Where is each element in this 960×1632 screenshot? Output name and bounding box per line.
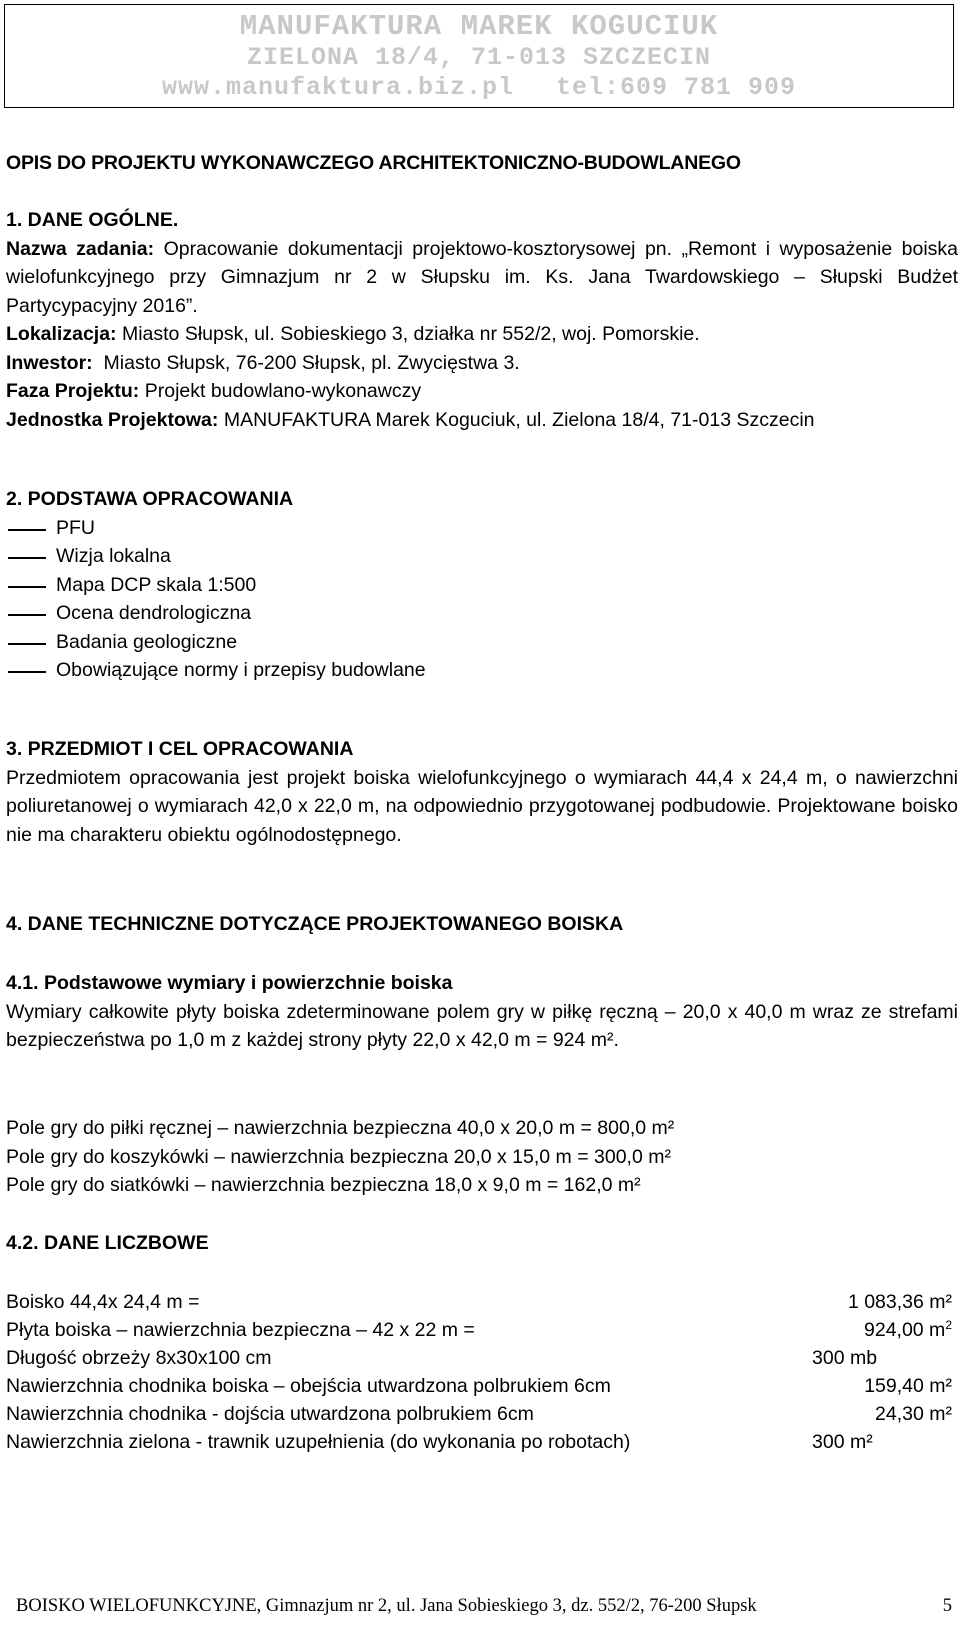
field-handball: Pole gry do piłki ręcznej – nawierzchnia bezpieczna 40,0 x 20,0 m = 800,0 m² <box>6 1117 675 1139</box>
row-label: Nawierzchnia chodnika - dojścia utwardzona polbrukiem 6cm <box>6 1403 534 1425</box>
list-item: Obowiązujące normy i przepisy budowlane <box>6 656 958 685</box>
table-row <box>6 1344 958 1373</box>
company-address: ZIELONA 18/4, 71-013 SZCZECIN <box>246 43 712 72</box>
row-label: Płyta boiska – nawierzchnia bezpieczna – 42 x 22 m = <box>6 1319 475 1341</box>
project-phase-value: Projekt budowlano-wykonawczy <box>144 380 422 402</box>
task-name-label: Nazwa zadania: <box>6 237 155 260</box>
section-4-1-heading: 4.1. Podstawowe wymiary i powierzchnie boiska <box>6 972 453 994</box>
section-2 <box>6 485 958 685</box>
field-volleyball: Pole gry do siatkówki – nawierzchnia bezpieczna 18,0 x 9,0 m = 162,0 m² <box>6 1174 641 1196</box>
design-unit <box>6 406 958 435</box>
table-row <box>6 1316 958 1345</box>
table-row <box>6 1428 958 1457</box>
row-value: 1 083,36 m² <box>847 1291 952 1313</box>
investor-value: Miasto Słupsk, 76-200 Słupsk, pl. Zwycięstwa 3. <box>103 351 520 374</box>
section-3-text: Przedmiotem opracowania jest projekt boiska wielofunkcyjnego o wymiarach 44,4 x 24,4 m, o nawierzchni poliuretanowej o wymiarach 42,0 x 22,0 m, na odpowiednio przygotowanej podbudowie. Projektowane boisko nie ma charakteru obiektu ogólnodostępnego. <box>6 766 958 846</box>
company-name: MANUFAKTURA MAREK KOGUCIUK <box>239 10 719 43</box>
row-value: 24,30 m² <box>875 1403 952 1425</box>
table-row <box>6 1400 958 1429</box>
list-item: Mapa DCP skala 1:500 <box>6 571 958 600</box>
project-phase <box>6 377 958 406</box>
task-name <box>6 235 958 321</box>
section-1 <box>6 206 958 434</box>
row-value: 300 mb <box>812 1347 878 1369</box>
task-name-value: Opracowanie dokumentacji projektowo-kosztorysowej pn. „Remont i wyposażenie boiska wielofunkcyjnego przy Gimnazjum nr 2 w Słupsku im. Ks. Jana Twardowskiego – Słupski Budżet Partycypacyjny 2016”. <box>6 237 958 317</box>
footer-text: BOISKO WIELOFUNKCYJNE, Gimnazjum nr 2, ul. Jana Sobieskiego 3, dz. 552/2, 76-200 Słupsk <box>16 1596 757 1616</box>
investor <box>6 349 958 378</box>
section-4-1 <box>6 969 958 1055</box>
company-website: www.manufaktura.biz.pl <box>161 73 514 102</box>
fields-list <box>6 1114 958 1200</box>
list-item: Ocena dendrologiczna <box>6 599 958 628</box>
project-phase-label: Faza Projektu: <box>6 380 140 402</box>
list-item: Wizja lokalna <box>6 542 958 571</box>
table-row <box>6 1288 958 1317</box>
page-footer <box>16 1596 956 1617</box>
section-3-heading: 3. PRZEDMIOT I CEL OPRACOWANIA <box>6 738 354 760</box>
section-4-2-heading: 4.2. DANE LICZBOWE <box>6 1232 209 1254</box>
location-label: Lokalizacja: <box>6 323 117 345</box>
investor-label: Inwestor: <box>6 351 93 374</box>
list-item: PFU <box>6 514 958 543</box>
table-row <box>6 1372 958 1401</box>
row-value: 300 m² <box>812 1431 873 1453</box>
design-unit-value: MANUFAKTURA Marek Koguciuk, ul. Zielona 18/4, 71-013 Szczecin <box>223 408 815 431</box>
section-3 <box>6 735 958 849</box>
row-label: Boisko 44,4x 24,4 m = <box>6 1291 200 1313</box>
location-value: Miasto Słupsk, ul. Sobieskiego 3, działka nr 552/2, woj. Pomorskie. <box>121 323 700 345</box>
company-contact <box>5 73 953 103</box>
basis-list <box>6 514 958 685</box>
list-item: Badania geologiczne <box>6 628 958 657</box>
row-label: Długość obrzeży 8x30x100 cm <box>6 1347 272 1369</box>
section-4-1-text: Wymiary całkowite płyty boiska zdeterminowane polem gry w piłkę ręczną – 20,0 x 40,0 m wraz ze strefami bezpieczeństwa po 1,0 m z każdej strony płyty 22,0 x 42,0 m = 924 m². <box>6 1000 958 1051</box>
company-phone: tel:609 781 909 <box>556 73 797 102</box>
section-2-heading: 2. PODSTAWA OPRACOWANIA <box>6 488 294 510</box>
row-label: Nawierzchnia chodnika boiska – obejścia utwardzona polbrukiem 6cm <box>6 1375 611 1397</box>
section-4-heading: 4. DANE TECHNICZNE DOTYCZĄCE PROJEKTOWANEGO BOISKA <box>6 913 624 935</box>
letterhead <box>4 4 954 108</box>
row-value: 924,00 $m^2$ <box>864 1318 952 1341</box>
section-1-heading: 1. DANE OGÓLNE. <box>6 209 179 231</box>
location <box>6 320 958 349</box>
row-value: 159,40 m² <box>864 1375 952 1397</box>
design-unit-label: Jednostka Projektowa: <box>6 408 219 431</box>
row-label: Nawierzchnia zielona - trawnik uzupełnienia (do wykonania po robotach) <box>6 1431 631 1453</box>
page-number: 5 <box>942 1596 952 1616</box>
document-title: OPIS DO PROJEKTU WYKONAWCZEGO ARCHITEKTONICZNO-BUDOWLANEGO <box>6 152 741 174</box>
field-basketball: Pole gry do koszykówki – nawierzchnia bezpieczna 20,0 x 15,0 m = 300,0 m² <box>6 1145 671 1168</box>
